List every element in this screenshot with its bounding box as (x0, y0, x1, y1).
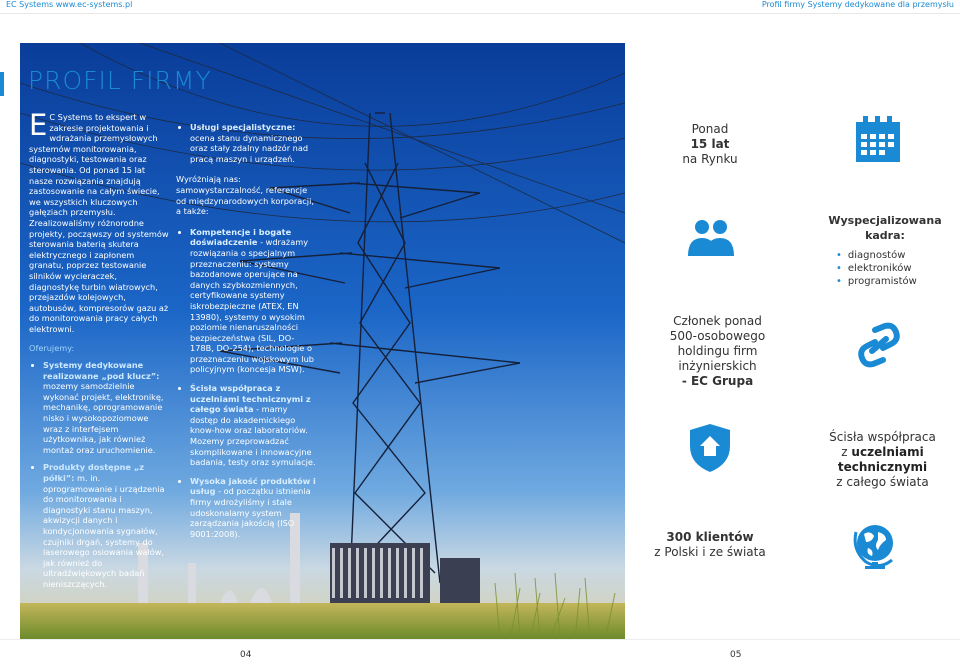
drop-cap: E (29, 108, 48, 142)
service-item (190, 122, 316, 164)
header-left (6, 0, 132, 9)
offer-heading: Oferujemy: (29, 343, 75, 354)
page-footer (0, 639, 960, 670)
intro-column (29, 108, 169, 597)
team-icon (688, 218, 734, 256)
offer-item-text: m. in. oprogramowanie i urządzenia do monitorowania i diagnostyki stanu maszyn, akwizycji danych i kondycjonowania sygnałów, czujniki drgań, systemy do laserowego osiowania wałów, jak również do ultradźwiękowych badań nieniszczących. (43, 473, 165, 589)
group-line2: 500-osobowego (669, 329, 766, 343)
header-url[interactable]: www.ec-systems.pl (55, 0, 133, 9)
years-line3: na Rynku (682, 152, 738, 166)
years-line2: 15 lat (690, 137, 730, 151)
team-item: • diagnostów (836, 249, 950, 262)
distinguish-text: Wyróżniają nas: samowystarczalność, referencje od międzynarodowych korporacji, a także: (176, 174, 314, 217)
strength-text: - mamy dostęp do akademickiego know-how oraz laboratoriów. Mozemy przeprowadzać skomplikowane i innowacyjne badania, testy oraz symulacje. (190, 404, 316, 468)
strength-title: Wysoka jakość produktów i usług (190, 475, 316, 497)
years-block (660, 122, 760, 167)
strength-text: - od początku istnienia firmy wdrożyliśmy i stale udoskonalamy system zarządzania jakością (ISO 9001:2008). (190, 486, 311, 539)
group-line5: - EC Grupa (681, 374, 754, 388)
group-line3: holdingu firm (677, 344, 758, 358)
shield-icon (690, 424, 730, 472)
services-column (176, 122, 316, 547)
offer-item-title: Produkty dostępne „z półki”: (43, 462, 144, 483)
offer-item (43, 462, 169, 589)
title-accent-bar (0, 72, 4, 96)
strength-item (190, 476, 316, 540)
page-number-right: 05 (730, 650, 742, 660)
offer-item-title: Systemy dedykowane realizowane „pod klucz”: (43, 360, 160, 381)
team-item: • programistów (836, 275, 950, 288)
offer-item (43, 360, 169, 455)
intro-paragraph (29, 108, 169, 334)
strength-text: - wdrażamy rozwiązania o specjalnym przeznaczeniu: systemy bazodanowe operujące na danych szybkozmiennych, certyfikowane systemy iskrobezpieczne (ATEX, EN 13980), systemy o wysokim poziomie nienaruszalności bezpieczeństwa (SIL, DO-178B, DO-254), technologie o przeznaczeniu wojskowym lub policyjnym (koncesja MSW). (190, 237, 314, 375)
intro-text: C Systems to ekspert w zakresie projektowania i wdrażania przemysłowych systemów monitorowania, diagnostyki, testowania oraz sterowania. Od ponad 15 lat nasze rozwiązania znajdują zastosowanie na całym świecie, we wszystkich kluczowych gałęziach przemysłu. Zrealizowaliśmy różnorodne projekty, począwszy od systemów sterowania baterią skutera elektrycznego i zapłonem granatu, poprzez testowanie silników wycieraczek, diagnostykę turbin wiatrowych, przejazdów kolejowych, autobusów, kompresorów gazu aż do monitorowania pracy całych elektrowni. (29, 112, 169, 334)
strength-item (190, 227, 316, 375)
service-title: Usługi specjalistyczne: (190, 122, 296, 132)
header-divider (0, 13, 960, 14)
strength-title: Ścisła współpraca z uczelniami technicznymi z całego świata (190, 383, 311, 415)
service-list (176, 122, 316, 164)
uni-line1: Ścisła współpraca (829, 430, 936, 444)
header-company: EC Systems (6, 0, 54, 9)
page-title: PROFIL FIRMY (28, 66, 212, 95)
uni-line3: z całego świata (836, 475, 929, 489)
calendar-icon (855, 116, 901, 164)
team-list (836, 249, 950, 288)
service-text: ocena stanu dynamicznego oraz stały zdalny nadzór nad pracą maszyn i urządzeń. (190, 132, 309, 164)
header-subject: Systemy dedykowane dla przemysłu (807, 0, 954, 9)
globe-icon (850, 520, 900, 570)
team-heading: Wyspecjalizowana kadra: (828, 214, 942, 242)
clients-count: 300 klientów (666, 530, 754, 544)
offer-item-text: mozemy samodzielnie wykonać projekt, elektronikę, mechanikę, oprogramowanie nisko i wysokopoziomowe wraz z interfejsem użytkownika, jak również montaż oraz uruchomienie. (43, 381, 164, 455)
clients-line2: z Polski i ze świata (654, 545, 766, 559)
chain-link-icon (857, 322, 901, 368)
team-item: • elektroników (836, 262, 950, 275)
clients-block (650, 530, 770, 560)
group-block (660, 314, 775, 389)
strength-item (190, 383, 316, 468)
uni-prefix: z (841, 445, 852, 459)
uni-line2 (810, 445, 955, 475)
university-block (810, 430, 955, 490)
team-block (820, 213, 950, 288)
strength-title: Kompetencje i bogate doświadczenie (190, 226, 292, 248)
uni-bold: uczelniami technicznymi (837, 445, 928, 474)
header-section: Profil firmy (761, 0, 806, 9)
group-line4: inżynierskich (678, 359, 757, 373)
years-line1: Ponad (691, 122, 729, 136)
group-line1: Członek ponad (673, 314, 762, 328)
page-number-left: 04 (240, 650, 252, 660)
header-right (762, 0, 954, 9)
offer-list (29, 360, 169, 589)
strengths-list (176, 227, 316, 540)
